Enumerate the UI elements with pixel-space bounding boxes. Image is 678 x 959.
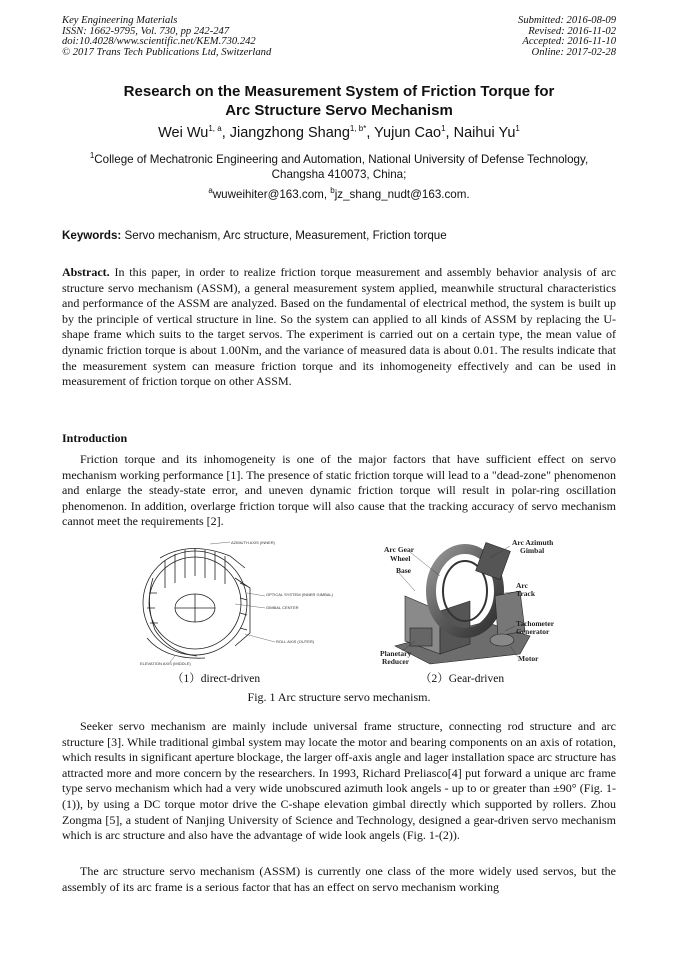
paper-title — [62, 82, 616, 120]
abstract-text: In this paper, in order to realize friction torque measurement and assembly behavior analysis of arc structure servo mechanism (ASSM), a general measurement system applied, meanwhile structural characteristics and performance of the ASSM are analyzed. Based on the fundamental of electrical method, the system is built up by the principle of vertical structure in line. So the system can applied to all kinds of ASSM by replacing the U-shape frame which suits to the target servos. The experiment is carried out on a certain type, the mean value of dynamic friction torque is about 1.00Nm, and the variance of measured data is about 0.01. The results indicate that the measurement system can measure friction torque and its inhomogeneity effectively and can be used in measurement of friction torque on other ASSM. — [62, 265, 616, 389]
date-revised: Revised: 2016-11-02 — [528, 25, 616, 37]
journal-info — [62, 16, 271, 58]
date-submitted: Submitted: 2016-08-09 — [518, 15, 616, 26]
intro-paragraph-1: Friction torque and its inhomogeneity is one of the major factors that have sufficient effect on servo mechanism working performance [1]. The presence of static friction torque will lead to a "dead-zone" phenomenon and enlarge the steady-state error, and uneven dynamic friction torque will result in polar-ring oscillation phenomenon. In addition, overlarge friction torque will also cause that the tracking accuracy of servo mechanism cannot meet the requirements [2]. — [62, 452, 616, 529]
title-line-1: Research on the Measurement System of Friction Torque for — [123, 83, 555, 100]
journal-name: Key Engineering Materials — [62, 15, 178, 26]
keywords-text: Servo mechanism, Arc structure, Measurement, Friction torque — [124, 229, 447, 242]
fig-label-arc-track: Arc — [516, 581, 528, 590]
abstract-label: Abstract. — [62, 265, 110, 279]
keywords-label: Keywords: — [62, 229, 122, 242]
fig-label-reducer: Reducer — [382, 657, 410, 666]
author-emails: $^a$wuweihiter@163.com, $^b$jz_shang_nudt@163.com. — [208, 186, 470, 201]
author-name: Naihui Yu — [453, 125, 516, 141]
fig-label-arc-azimuth-gimbal-2: Gimbal — [520, 546, 545, 555]
section-heading-introduction: Introduction — [62, 431, 128, 445]
fig-label-arc-track-2: Track — [516, 589, 536, 598]
fig-label-elevation-axis: ELEVATION AXIS (MIDDLE) — [140, 661, 191, 666]
affiliation-line-2: Changsha 410073, China; — [271, 168, 407, 181]
journal-issn: ISSN: 1662-9795, Vol. 730, pp 242-247 — [62, 25, 230, 37]
fig-label-base: Base — [396, 566, 411, 575]
figure-direct-driven — [135, 538, 350, 668]
date-online: Online: 2017-02-28 — [531, 46, 616, 58]
fig-label-planetary: Planetary — [380, 649, 412, 658]
intro-paragraph-2: Seeker servo mechanism are mainly include universal frame structure, connecting rod structure and arc structure [3]. While traditional gimbal system may locate the motor and bearing components on an axis of rotation, which results in significant aperture blockage, the larger off-axis angle and lager installation space arc structure has attracted more and more concern by the researchers. In 1993, Richard Preliasco[4] put forward a unique arc frame type servo mechanism which had a very wide unobscured azimuth look angels - up to or greater than ±90° (Fig. 1-(1)), by using a DC torque motor drive the C-shape elevation gimbal directly which supported by rollers. Zhou Zongma [5], a student of Nanjing University of Science and Technology, designed a gear-driven servo mechanism which is arc structure and also have the advantage of wide look angels (Fig. 1-(2)). — [62, 719, 616, 843]
author-sup: 1, b* — [349, 124, 367, 134]
figure-gear-driven — [370, 536, 570, 670]
figure-subcaption-2: （2）Gear-driven — [420, 673, 505, 685]
affiliation-line-1: College of Mechatronic Engineering and Automation, National University of Defense Technology, — [94, 153, 589, 166]
journal-doi: doi:10.4028/www.scientific.net/KEM.730.242 — [62, 36, 256, 48]
fig-label-roll-axis: ROLL AXIS (OUTER) — [276, 639, 315, 644]
journal-copyright: © 2017 Trans Tech Publications Ltd, Switzerland — [62, 46, 272, 58]
email-a[interactable]: wuweihiter@163.com — [212, 188, 324, 201]
email-b[interactable]: jz_shang_nudt@163.com — [334, 188, 467, 201]
fig-label-tachometer: Tachometer — [516, 619, 555, 628]
fig-label-arc-azimuth-gimbal: Arc Azimuth — [512, 538, 554, 547]
author-sup: 1, a — [208, 124, 222, 134]
author-name: Jiangzhong Shang — [229, 125, 350, 141]
author-list: Wei Wu$^{1, a}$, Jiangzhong Shang$^{1, b*}$, Yujun Cao$^1$, Naihui Yu$^1$ — [158, 124, 520, 141]
fig-label-arc-gear-wheel: Arc Gear — [384, 545, 415, 554]
author-name: Wei Wu — [158, 125, 209, 141]
author-sup: 1 — [515, 124, 520, 134]
affiliation-sup: 1 — [89, 151, 95, 161]
affiliation — [62, 152, 616, 182]
fig-label-arc-gear-wheel-2: Wheel — [390, 554, 411, 563]
author-name: Yujun Cao — [374, 125, 442, 141]
fig-label-gimbal-center: GIMBAL CENTER — [266, 605, 299, 610]
figure-subcaption-1: （1）direct-driven — [172, 673, 261, 685]
date-accepted: Accepted: 2016-11-10 — [522, 36, 616, 48]
keywords — [62, 229, 616, 242]
fig-label-optical-system: OPTICAL SYSTEM (INNER GIMBAL) — [266, 592, 333, 597]
intro-paragraph-3: The arc structure servo mechanism (ASSM) is currently one class of the more widely used servos, but the assembly of its arc frame is a serious factor that has an effect on servo mechanism working — [62, 864, 616, 894]
author-sup: 1 — [441, 124, 446, 134]
figure-caption: Fig. 1 Arc structure servo mechanism. — [247, 690, 431, 704]
fig-label-motor: Motor — [518, 654, 539, 663]
title-line-2: Arc Structure Servo Mechanism — [225, 102, 453, 119]
submission-dates — [518, 16, 616, 58]
abstract — [62, 265, 616, 390]
fig-label-azimuth-axis: AZIMUTH AXIS (INNER) — [231, 540, 276, 545]
fig-label-generator: Generator — [516, 627, 550, 636]
